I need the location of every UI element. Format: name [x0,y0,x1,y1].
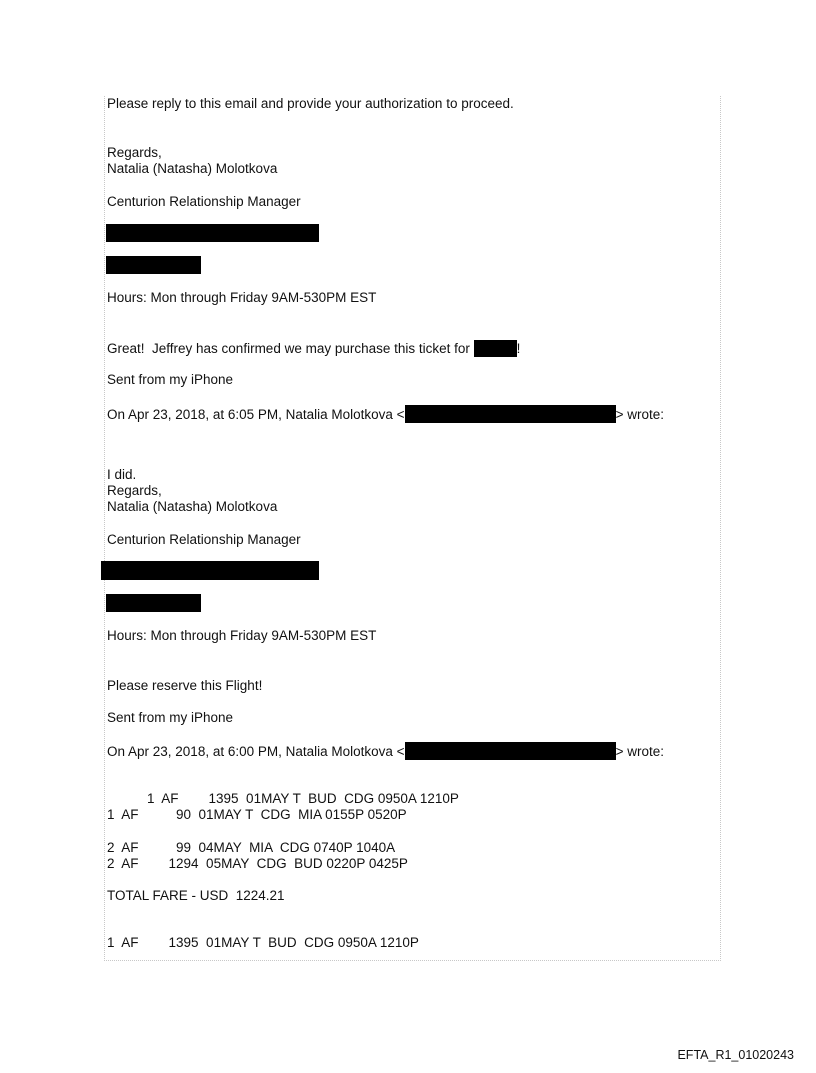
reply-text-end: ! [516,341,521,356]
quote-header [107,405,664,423]
total-fare: TOTAL FARE - USD 1224.21 [107,888,285,903]
signature-title: Centurion Relationship Manager [107,532,301,547]
redaction-bar [405,405,616,423]
signature-name: Natalia (Natasha) Molotkova [107,499,278,514]
itinerary-line: 1 AF 1395 01MAY T BUD CDG 0950A 1210P [147,791,459,806]
document-id: EFTA_R1_01020243 [677,1048,794,1062]
message-body: I did. [107,467,137,482]
redaction-bar [106,224,319,242]
quote-header-wrote: > wrote: [615,744,664,759]
quote-header-text: On Apr 23, 2018, at 6:05 PM, Natalia Molotkova < [107,407,405,422]
quote-header-text: On Apr 23, 2018, at 6:00 PM, Natalia Molotkova < [107,744,405,759]
reply-message [107,340,520,357]
signature-title: Centurion Relationship Manager [107,194,301,209]
authorization-request: Please reply to this email and provide your authorization to proceed. [107,96,514,111]
signature-regards: Regards, [107,145,162,160]
redaction-bar [405,742,616,760]
reply-text: Great! Jeffrey has confirmed we may purchase this ticket for [107,341,474,356]
redaction-bar [106,256,201,274]
itinerary-line: 1 AF 1395 01MAY T BUD CDG 0950A 1210P [107,935,419,950]
itinerary-line: 2 AF 99 04MAY MIA CDG 0740P 1040A [107,840,396,855]
sent-from-iphone: Sent from my iPhone [107,372,234,387]
redaction-bar [474,340,517,357]
signature-hours: Hours: Mon through Friday 9AM-530PM EST [107,290,377,305]
quote-header-wrote: > wrote: [615,407,664,422]
itinerary-line: 1 AF 90 01MAY T CDG MIA 0155P 0520P [107,807,407,822]
quote-header [107,742,664,760]
signature-hours: Hours: Mon through Friday 9AM-530PM EST [107,628,377,643]
itinerary-line: 2 AF 1294 05MAY CDG BUD 0220P 0425P [107,856,408,871]
signature-regards: Regards, [107,483,162,498]
sent-from-iphone: Sent from my iPhone [107,710,234,725]
reply-message: Please reserve this Flight! [107,678,263,693]
signature-name: Natalia (Natasha) Molotkova [107,161,278,176]
redaction-bar [101,561,319,580]
redaction-bar [106,594,201,612]
